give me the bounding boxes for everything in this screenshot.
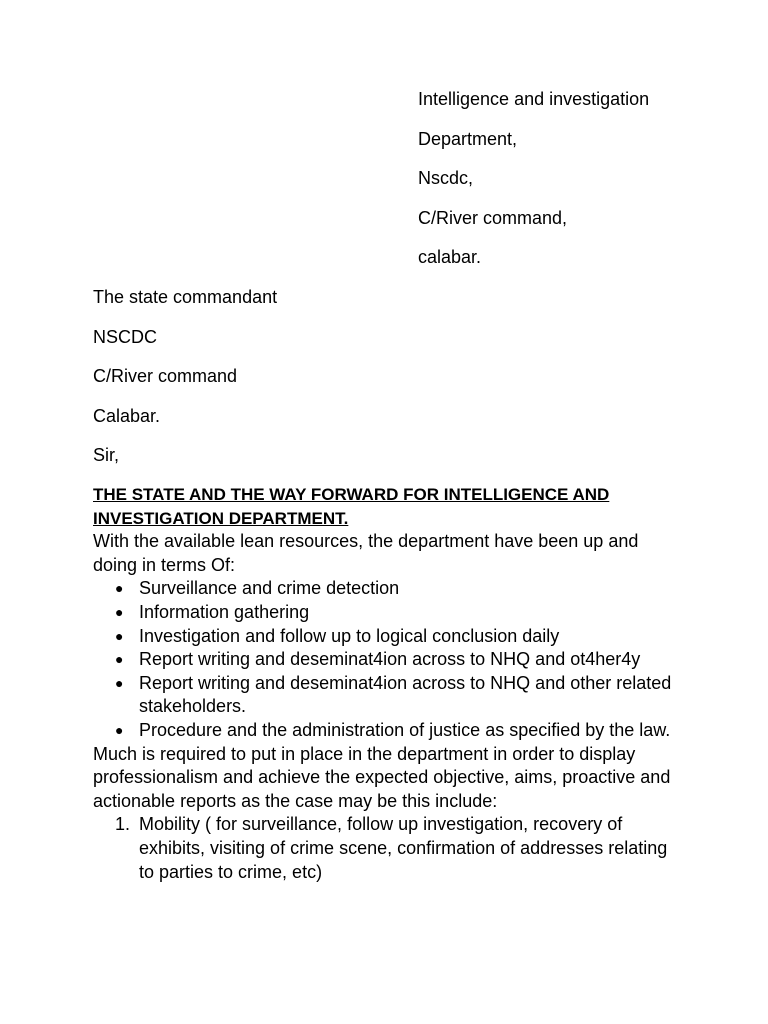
list-item-text: Procedure and the administration of justice as specified by the law.	[139, 719, 671, 740]
list-item	[93, 648, 683, 672]
list-item-text: Mobility ( for surveillance, follow up investigation, recovery of exhibits, visiting of crime scene, confirmation of addresses relating to parties to crime, etc)	[139, 814, 668, 882]
sender-line: Intelligence and investigation	[418, 89, 650, 109]
bullet-icon: ●	[115, 603, 124, 620]
activities-list	[93, 577, 683, 742]
salutation: Sir,	[93, 445, 120, 465]
recipient-line: The state commandant	[93, 287, 278, 307]
requirements-list	[93, 813, 683, 884]
sender-line: Department,	[418, 128, 518, 149]
sender-line: calabar.	[418, 247, 482, 267]
list-number: 1.	[115, 814, 131, 835]
requirements-paragraph: Much is required to put in place in the department in order to display professionalism and achieve the expected objective, aims, proactive and actionable reports as the case may be this include:	[93, 743, 671, 811]
recipient-line: NSCDC	[93, 326, 158, 347]
list-item-text: Report writing and deseminat4ion across to NHQ and ot4her4y	[139, 649, 641, 670]
bullet-icon: ●	[115, 651, 124, 668]
bullet-icon: ●	[115, 721, 124, 738]
intro-paragraph: With the available lean resources, the department have been up and doing in terms Of:	[93, 531, 639, 575]
list-item-text: Information gathering	[139, 601, 310, 622]
letter-body	[93, 483, 683, 884]
recipient-address	[93, 286, 693, 484]
bullet-icon: ●	[115, 580, 124, 597]
bullet-icon: ●	[115, 674, 124, 691]
recipient-line: C/River command	[93, 366, 238, 386]
list-item-text: Investigation and follow up to logical conclusion daily	[139, 625, 560, 646]
list-item	[93, 719, 683, 743]
list-item-text: Report writing and deseminat4ion across to NHQ and other related stakeholders.	[139, 672, 672, 717]
sender-line: C/River command,	[418, 207, 568, 228]
list-item-text: Surveillance and crime detection	[139, 578, 400, 599]
list-item	[93, 813, 683, 884]
sender-address	[418, 88, 748, 286]
bullet-icon: ●	[115, 627, 124, 644]
sender-line: Nscdc,	[418, 168, 474, 188]
list-item	[93, 672, 683, 719]
subject-heading: THE STATE AND THE WAY FORWARD FOR INTELLIGENCE AND INVESTIGATION DEPARTMENT.	[93, 485, 610, 528]
list-item	[93, 625, 683, 649]
recipient-line: Calabar.	[93, 405, 161, 426]
list-item	[93, 577, 683, 601]
list-item	[93, 601, 683, 625]
